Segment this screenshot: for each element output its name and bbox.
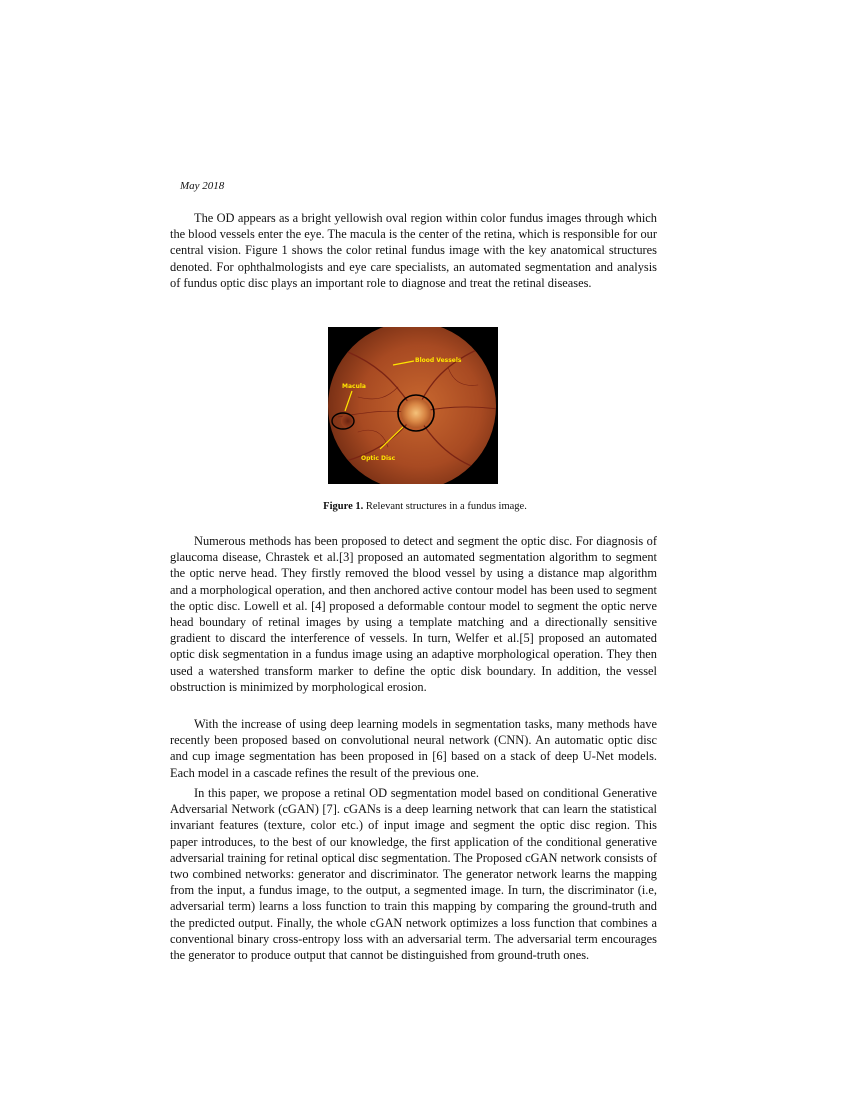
- label-macula: Macula: [342, 383, 366, 390]
- fundus-image: [328, 327, 498, 484]
- optic-disc: [401, 398, 431, 428]
- figure-caption-text: Relevant structures in a fundus image.: [365, 501, 527, 512]
- paragraph-proposal: In this paper, we propose a retinal OD segmentation model based on conditional Generative Adversarial Network (cGAN) [7]. cGANs is a deep learning network that can learn the statistical invariant features (texture, color etc.) of input image and segment the optic disc region. This paper introduces, to the best of our knowledge, the first application of the conditional generative adversarial training for retinal optical disc segmentation. The Proposed cGAN network consists of two combined networks: generator and discriminator. The generator network learns the mapping from the input, a fundus image, to the output, a segmented image. In turn, the discriminator (i.e, adversarial term) learns a loss function to train this mapping by comparing the ground-truth and the predicted output. Finally, the whole cGAN network optimizes a loss function that combines a conventional binary cross-entropy loss with an adversarial term. The adversarial term encourages the generator to produce output that cannot be distinguished from ground-truth ones.: [170, 786, 657, 963]
- label-optic-disc: Optic Disc: [361, 455, 396, 462]
- fundus-figure: [328, 327, 498, 484]
- paragraph-intro: The OD appears as a bright yellowish oval region within color fundus images through which the blood vessels enter the eye. The macula is the center of the retina, which is responsible for our central vision. Figure 1 shows the color retinal fundus image with the key anatomical structures denoted. For ophthalmologists and eye care specialists, an automated segmentation and analysis of fundus optic disc plays an important role to diagnose and treat the retinal diseases.: [170, 211, 657, 290]
- paragraph-deep-learning: With the increase of using deep learning models in segmentation tasks, many methods have recently been proposed based on convolutional neural network (CNN). An automatic optic disc and cup image segmentation has been proposed in [6] based on a stack of deep U-Net models. Each model in a cascade refines the result of the previous one.: [170, 717, 657, 780]
- label-blood-vessels: Blood Vessels: [415, 357, 462, 364]
- header-date: May 2018: [180, 180, 225, 192]
- macula-spot: [341, 414, 355, 428]
- figure-caption: [0, 501, 850, 512]
- figure-caption-label: Figure 1.: [323, 501, 364, 512]
- paragraph-related-work: Numerous methods has been proposed to detect and segment the optic disc. For diagnosis of glaucoma disease, Chrastek et al.[3] proposed an automated segmentation algorithm to segment the optic nerve head. They firstly removed the blood vessel by using a distance map algorithm and a morphological operation, and then anchored active contour model has been used to segment the optic disc. Lowell et al. [4] proposed a deformable contour model to segment the optic nerve head boundary of retinal images by using a template matching and a directionally sensitive gradient to discard the interference of vessels. In turn, Welfer et al.[5] proposed an automated optic disk segmentation in a fundus image using an adaptive morphological operation. They then used a watershed transform marker to define the optic disk boundary. In addition, the vessel obstruction is minimized by morphological erosion.: [170, 534, 657, 694]
